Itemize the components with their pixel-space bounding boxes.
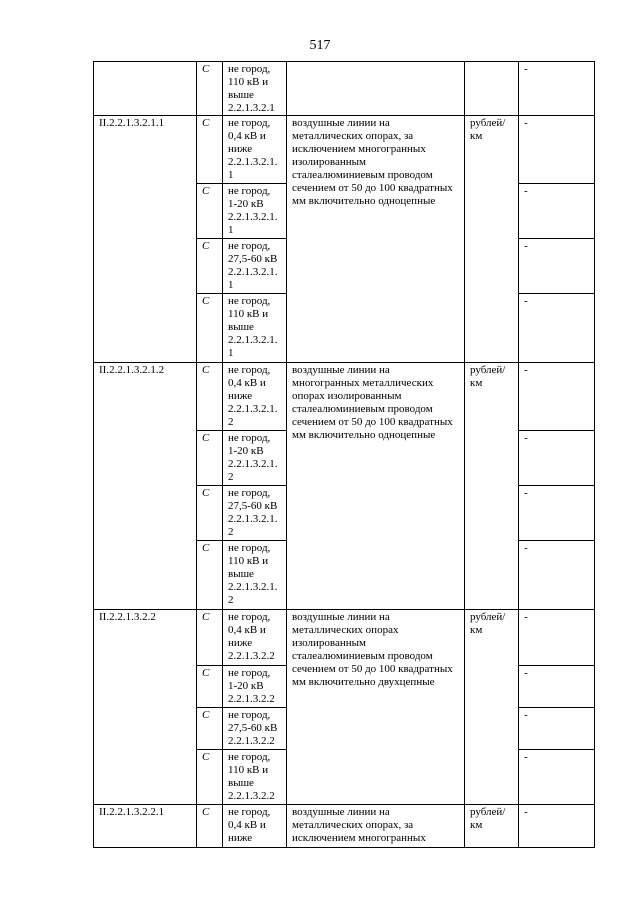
table-row [94, 116, 595, 184]
row-symbol: С [197, 239, 223, 294]
row-code: II.2.2.1.3.2.2 [94, 610, 197, 805]
row-zone: не город, 1-20 кВ 2.2.1.3.2.1. 1 [223, 184, 287, 239]
row-unit: рублей/ км [465, 116, 519, 363]
row-description [287, 62, 465, 116]
row-zone: не город, 110 кВ и выше 2.2.1.3.2.1. 1 [223, 294, 287, 363]
row-zone: не город, 27,5-60 кВ 2.2.1.3.2.1. 1 [223, 239, 287, 294]
row-value: - [519, 363, 595, 431]
row-value: - [519, 184, 595, 239]
row-zone: не город, 110 кВ и выше 2.2.1.3.2.2 [223, 750, 287, 805]
row-value: - [519, 666, 595, 708]
row-zone: не город, 110 кВ и выше 2.2.1.3.2.1. 2 [223, 541, 287, 610]
row-description: воздушные линии на металлических опорах, за исключением многогранных [287, 805, 465, 848]
row-zone: не город, 1-20 кВ 2.2.1.3.2.2 [223, 666, 287, 708]
row-symbol: С [197, 750, 223, 805]
row-value: - [519, 62, 595, 116]
row-code: II.2.2.1.3.2.1.2 [94, 363, 197, 610]
row-symbol: С [197, 294, 223, 363]
table-row [94, 62, 595, 116]
row-value: - [519, 610, 595, 666]
row-description: воздушные линии на металлических опорах, за исключением многогранных изолированным сталеалюминиевым проводом сечением от 50 до 100 квадратных мм включительно одноцепные [287, 116, 465, 363]
row-zone: не город, 110 кВ и выше 2.2.1.3.2.1 [223, 62, 287, 116]
row-unit [465, 62, 519, 116]
page-number: 517 [309, 38, 331, 53]
row-value: - [519, 708, 595, 750]
row-symbol: С [197, 708, 223, 750]
row-zone: не город, 1-20 кВ 2.2.1.3.2.1. 2 [223, 431, 287, 486]
row-value: - [519, 239, 595, 294]
row-symbol: С [197, 184, 223, 239]
table-row [94, 610, 595, 666]
row-symbol: С [197, 805, 223, 848]
row-value: - [519, 750, 595, 805]
row-symbol: С [197, 541, 223, 610]
row-unit: рублей/ км [465, 610, 519, 805]
row-symbol: С [197, 486, 223, 541]
row-value: - [519, 541, 595, 610]
row-value: - [519, 486, 595, 541]
row-value: - [519, 294, 595, 363]
row-zone: не город, 27,5-60 кВ 2.2.1.3.2.2 [223, 708, 287, 750]
row-symbol: С [197, 363, 223, 431]
row-description: воздушные линии на многогранных металлических опорах изолированным сталеалюминиевым проводом сечением от 50 до 100 квадратных мм включительно одноцепные [287, 363, 465, 610]
row-symbol: С [197, 62, 223, 116]
row-value: - [519, 116, 595, 184]
row-code [94, 62, 197, 116]
row-code: II.2.2.1.3.2.2.1 [94, 805, 197, 848]
row-zone: не город, 0,4 кВ и ниже 2.2.1.3.2.1. 2 [223, 363, 287, 431]
tariff-table [93, 61, 595, 848]
row-symbol: С [197, 610, 223, 666]
table-row [94, 363, 595, 431]
row-symbol: С [197, 116, 223, 184]
row-unit: рублей/ км [465, 363, 519, 610]
row-zone: не город, 0,4 кВ и ниже 2.2.1.3.2.1. 1 [223, 116, 287, 184]
row-zone: не город, 0,4 кВ и ниже [223, 805, 287, 848]
row-description: воздушные линии на металлических опорах изолированным сталеалюминиевым проводом сечением от 50 до 100 квадратных мм включительно двухцепные [287, 610, 465, 805]
row-symbol: С [197, 666, 223, 708]
row-value: - [519, 431, 595, 486]
row-unit: рублей/ км [465, 805, 519, 848]
row-zone: не город, 27,5-60 кВ 2.2.1.3.2.1. 2 [223, 486, 287, 541]
row-code: II.2.2.1.3.2.1.1 [94, 116, 197, 363]
row-value: - [519, 805, 595, 848]
row-symbol: С [197, 431, 223, 486]
row-zone: не город, 0,4 кВ и ниже 2.2.1.3.2.2 [223, 610, 287, 666]
table-row [94, 805, 595, 848]
